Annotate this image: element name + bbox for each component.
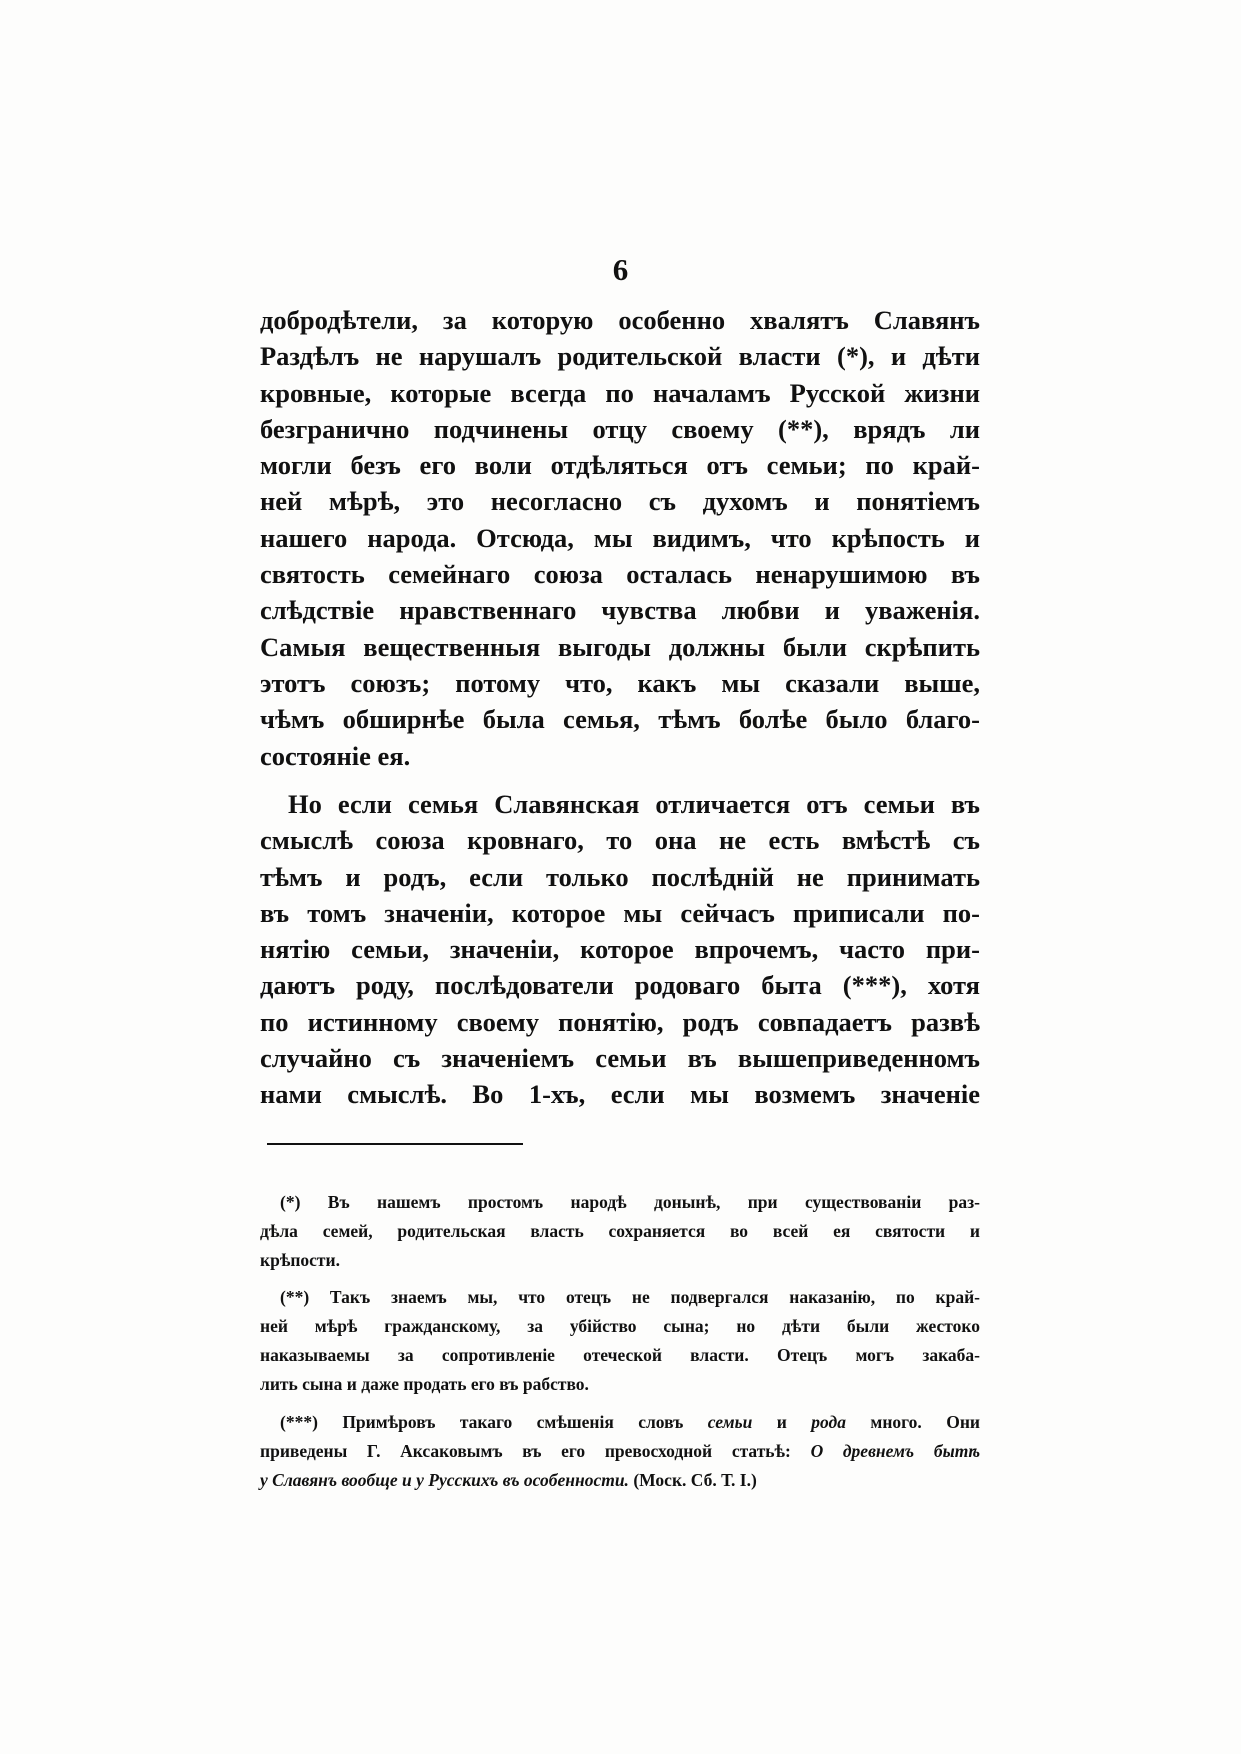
text-line: даютъ роду, послѣдователи родоваго быта (***), хотя [260, 970, 980, 1001]
footnote-line: (**) Такъ знаемъ мы, что отецъ не подвергался наказанію, по край- [280, 1287, 980, 1307]
footnote-text: приведены Г. Аксаковымъ въ его превосходной статьѣ: [260, 1441, 811, 1461]
text-line: случайно съ значеніемъ семьи въ вышеприведенномъ [260, 1043, 980, 1074]
footnote-line: (*) Въ нашемъ простомъ народѣ донынѣ, при существованіи раз- [280, 1192, 980, 1212]
footnote-line: наказываемы за сопротивленіе отеческой власти. Отецъ могъ закаба- [260, 1345, 980, 1365]
footnote-text: (***) Примѣровъ такаго смѣшенія словъ [280, 1412, 708, 1432]
paragraph-2 [260, 786, 980, 1113]
text-line: кровные, которые всегда по началамъ Русской жизни [260, 377, 980, 408]
footnote-text: и [752, 1412, 812, 1432]
footnote-line: крѣпости. [260, 1250, 340, 1270]
text-line: нами смыслѣ. Во 1-хъ, если мы возмемъ значеніе [260, 1079, 980, 1110]
text-line: Раздѣлъ не нарушалъ родительской власти (*), и дѣти [260, 341, 980, 372]
text-line: этотъ союзъ; потому что, какъ мы сказали выше, [260, 667, 980, 698]
footnote-italic: О древнемъ бытѣ [810, 1441, 980, 1461]
footnote-italic: рода [811, 1412, 846, 1432]
text-line: смыслѣ союза кровнаго, то она не есть вмѣстѣ съ [260, 825, 980, 856]
footnote-line: дѣла семей, родительская власть сохраняется во всей ея святости и [260, 1221, 980, 1241]
footnote-line: лить сына и даже продать его въ рабство. [260, 1374, 589, 1394]
footnote-line [260, 1437, 980, 1466]
footnote-1 [260, 1188, 980, 1275]
text-line: чѣмъ обширнѣе была семья, тѣмъ болѣе было благо- [260, 704, 980, 735]
text-line: въ томъ значеніи, которое мы сейчасъ приписали по- [260, 897, 980, 928]
text-line: нятію семьи, значеніи, которое впрочемъ, часто при- [260, 934, 980, 965]
text-line: добродѣтели, за которую особенно хвалятъ Славянъ [260, 305, 980, 335]
text-line: Самыя вещественныя выгоды должны были скрѣпить [260, 631, 980, 662]
text-line: слѣдствіе нравственнаго чувства любви и уваженія. [260, 595, 980, 626]
text-line: нашего народа. Отсюда, мы видимъ, что крѣпость и [260, 522, 980, 553]
footnote-line [260, 1408, 980, 1437]
text-line: безгранично подчинены отцу своему (**), врядъ ли [260, 413, 980, 444]
paragraph-1 [260, 302, 980, 774]
footnote-separator [267, 1143, 523, 1145]
text-line: состояніе ея. [260, 740, 411, 771]
footnote-line: ней мѣрѣ гражданскому, за убійство сына; но дѣти были жестоко [260, 1316, 980, 1336]
footnote-text: много. Они [845, 1412, 980, 1432]
text-line: тѣмъ и родъ, если только послѣдній не принимать [260, 861, 980, 892]
text-line: ней мѣрѣ, это несогласно съ духомъ и понятіемъ [260, 486, 980, 517]
footnote-italic: у Славянъ вообще и у Русскихъ въ особенности. [260, 1470, 629, 1490]
text-line: по истинному своему понятію, родъ совпадаетъ развѣ [260, 1006, 980, 1037]
text-line: Но если семья Славянская отличается отъ семьи въ [288, 789, 980, 819]
footnote-italic: семьи [707, 1412, 753, 1432]
page-number: 6 [612, 252, 629, 287]
footnote-text: (Моск. Сб. Т. I.) [628, 1470, 757, 1490]
footnote-3 [260, 1408, 980, 1495]
footnote-line [260, 1466, 980, 1495]
text-line: могли безъ его воли отдѣляться отъ семьи; по край- [260, 450, 980, 481]
text-line: святость семейнаго союза осталась ненарушимою въ [260, 559, 980, 590]
footnote-2 [260, 1283, 980, 1399]
